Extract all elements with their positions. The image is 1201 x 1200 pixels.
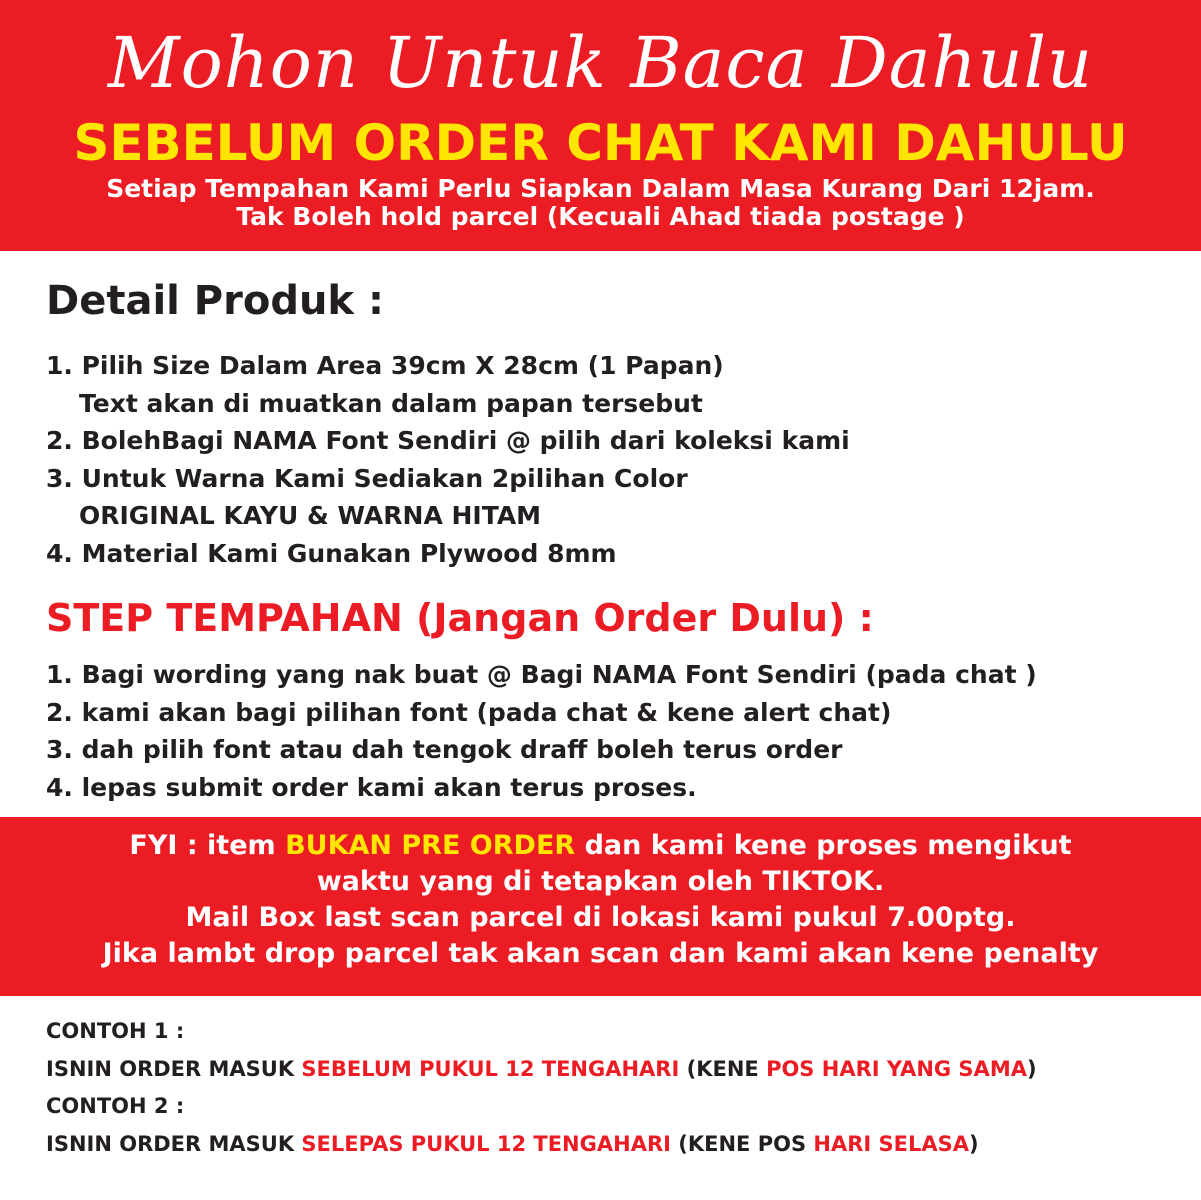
list-item: 4. Material Kami Gunakan Plywood 8mm (46, 538, 617, 568)
list-item: ORIGINAL KAYU & WARNA HITAM (79, 501, 542, 530)
yellow-heading: SEBELUM ORDER CHAT KAMI DAHULU (73, 114, 1128, 172)
list-item: 2. kami akan bagi pilihan font (pada chat & kene alert chat) (46, 697, 892, 727)
fyi-highlight: BUKAN PRE ORDER (285, 830, 576, 861)
list-item: 3. Untuk Warna Kami Sediakan 2pilihan Color (46, 463, 688, 493)
step-heading: STEP TEMPAHAN (Jangan Order Dulu) : (46, 596, 874, 640)
list-item: 1. Bagi wording yang nak buat @ Bagi NAMA Font Sendiri (pada chat ) (46, 660, 1037, 689)
fyi-prefix: FYI : item (129, 830, 286, 861)
example-1-label: CONTOH 1 : (46, 1019, 185, 1043)
fyi-line-1 (0, 828, 1201, 864)
example-text: (KENE (679, 1056, 767, 1081)
example-2-text (46, 1126, 1037, 1164)
fyi-line-4: Jika lambt drop parcel tak akan scan dan kami akan kene penalty (102, 938, 1099, 969)
example-2-label: CONTOH 2 : (46, 1094, 185, 1118)
detail-heading: Detail Produk : (46, 278, 384, 324)
example-text: ISNIN ORDER MASUK (46, 1131, 302, 1156)
detail-list (46, 347, 850, 572)
example-1-text (46, 1051, 1037, 1089)
fyi-line-2: waktu yang di tetapkan oleh TIKTOK. (316, 866, 885, 897)
example-highlight: POS HARI YANG SAMA (766, 1056, 1027, 1081)
list-item: Text akan di muatkan dalam papan tersebut (79, 388, 703, 418)
example-highlight: SELEPAS PUKUL 12 TENGAHARI (301, 1131, 671, 1156)
list-item: 2. BolehBagi NAMA Font Sendiri @ pilih dari koleksi kami (46, 426, 850, 455)
example-text: ) (968, 1131, 979, 1156)
step-list (46, 656, 1037, 806)
list-item: 1. Pilih Size Dalam Area 39cm X 28cm (1 Papan) (46, 351, 724, 380)
top-banner (0, 0, 1201, 251)
examples (46, 1013, 1037, 1163)
fyi-suffix: dan kami kene proses mengikut (575, 830, 1072, 861)
fyi-banner (0, 817, 1201, 996)
fyi-line-3: Mail Box last scan parcel di lokasi kami pukul 7.00ptg. (185, 902, 1016, 933)
example-highlight: HARI SELASA (813, 1131, 969, 1156)
notice-line-1: Setiap Tempahan Kami Perlu Siapkan Dalam Masa Kurang Dari 12jam. (106, 174, 1095, 203)
example-text: ) (1026, 1056, 1037, 1081)
example-highlight: SEBELUM PUKUL 12 TENGAHARI (301, 1056, 680, 1081)
list-item: 3. dah pilih font atau dah tengok draff boleh terus order (46, 735, 843, 764)
example-text: (KENE POS (670, 1131, 814, 1156)
script-title: Mohon Untuk Baca Dahulu (107, 22, 1094, 104)
notice-line-2: Tak Boleh hold parcel (Kecuali Ahad tiada postage ) (236, 202, 965, 231)
list-item: 4. lepas submit order kami akan terus proses. (46, 772, 697, 802)
example-text: ISNIN ORDER MASUK (46, 1056, 302, 1081)
